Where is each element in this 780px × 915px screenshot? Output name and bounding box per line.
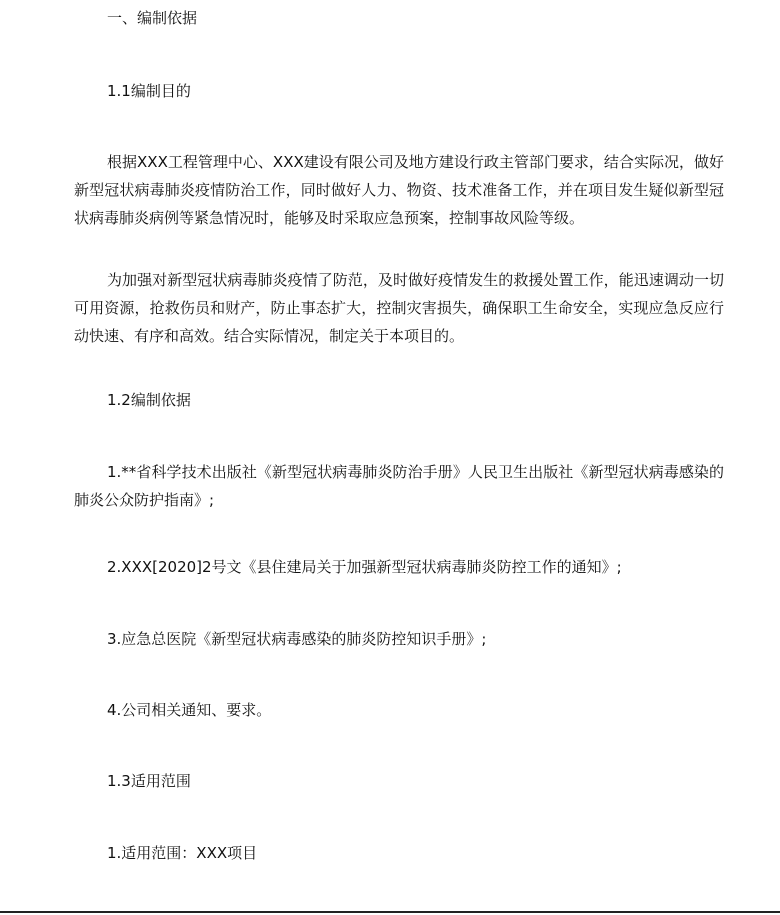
basis-item-1: 1.**省科学技术出版社《新型冠状病毒肺炎防治手册》人民卫生出版社《新型冠状病毒感染的肺炎公众防护指南》; [74,463,724,509]
basis-item-2: 2.XXX[2020]2号文《县住建局关于加强新型冠状病毒肺炎防控工作的通知》; [107,558,622,576]
basis-item-3: 3.应急总医院《新型冠状病毒感染的肺炎防控知识手册》; [107,630,487,648]
subsection-heading-1-2: 1.2编制依据 [107,391,191,409]
subsection-heading-1-3: 1.3适用范围 [107,772,191,790]
basis-item-4: 4.公司相关通知、要求。 [107,701,272,719]
page-bottom-divider [0,911,780,913]
scope-item-1: 1.适用范围：XXX项目 [107,844,258,862]
paragraph-purpose-1: 根据XXX工程管理中心、XXX建设有限公司及地方建设行政主管部门要求，结合实际况，做好新型冠状病毒肺炎疫情防治工作，同时做好人力、物资、技术准备工作，并在项目发生疑似新型冠状病毒肺炎病例等紧急情况时，能够及时采取应急预案，控制事故风险等级。 [74,153,724,227]
section-heading: 一、编制依据 [107,9,198,27]
subsection-heading-1-1: 1.1编制目的 [107,82,191,100]
paragraph-purpose-2: 为加强对新型冠状病毒肺炎疫情了防范，及时做好疫情发生的救援处置工作，能迅速调动一切可用资源，抢救伤员和财产，防止事态扩大，控制灾害损失，确保职工生命安全，实现应急反应行动快速、有序和高效。结合实际情况，制定关于本项目的。 [74,271,724,345]
